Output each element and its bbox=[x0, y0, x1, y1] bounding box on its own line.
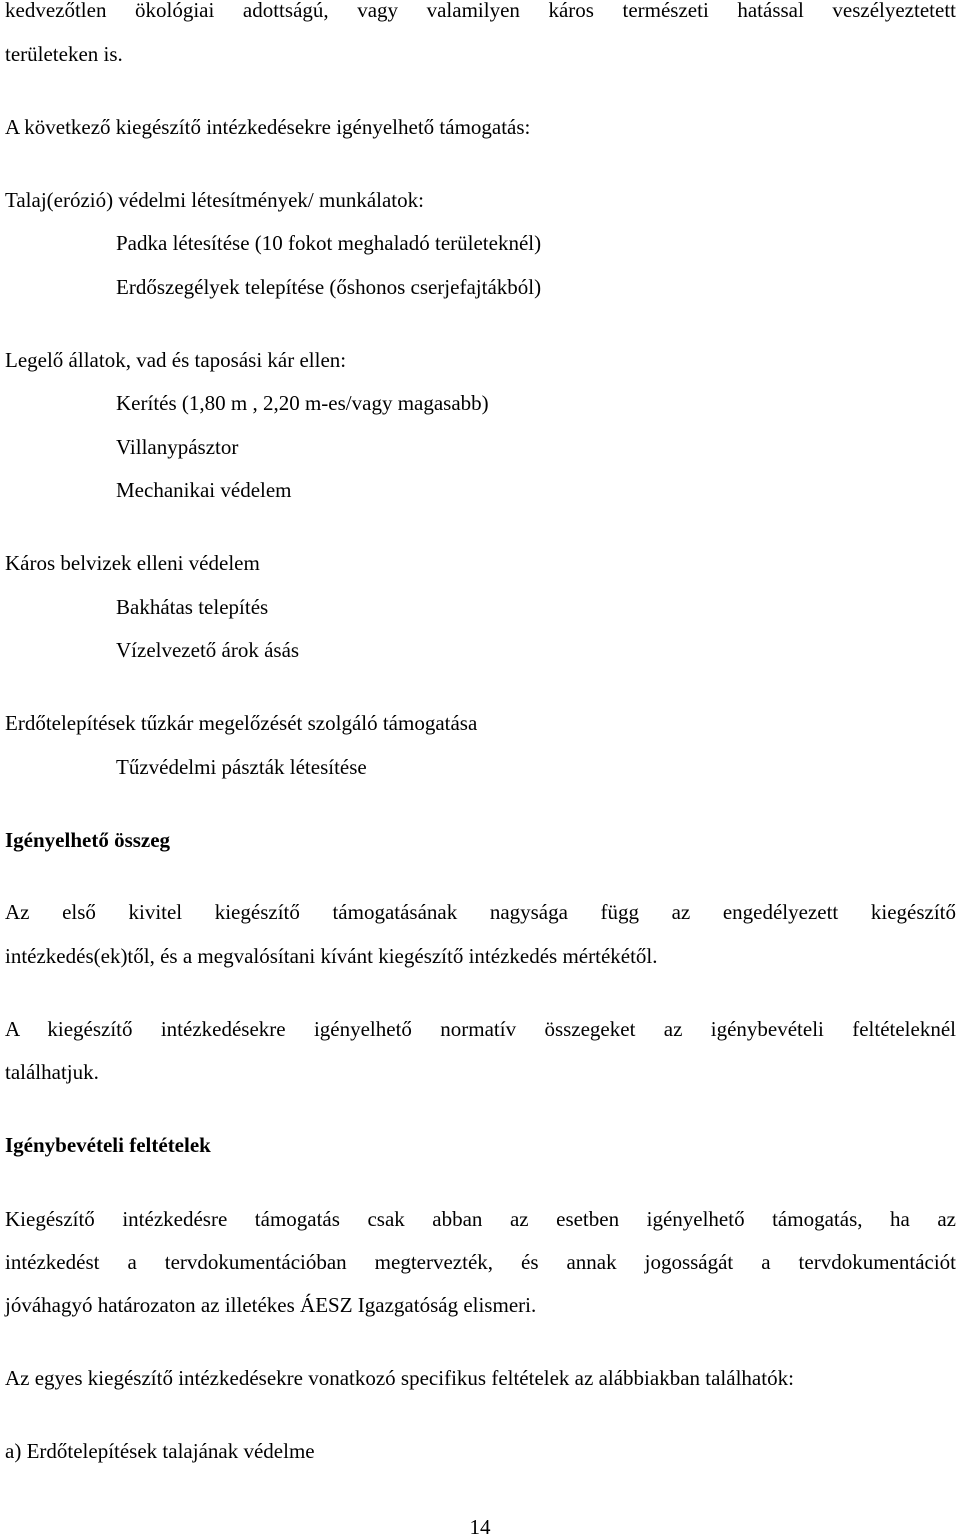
page-number: 14 bbox=[469, 1515, 491, 1539]
list-item: Bakhátas telepítés bbox=[116, 595, 269, 619]
list-item: Mechanikai védelem bbox=[116, 478, 292, 502]
list-item: Villanypásztor bbox=[116, 435, 239, 459]
group-heading: Káros belvizek elleni védelem bbox=[5, 551, 260, 575]
intro-text-line: területeken is. bbox=[5, 42, 123, 66]
group-heading: Talaj(erózió) védelmi létesítmények/ munkálatok: bbox=[5, 188, 424, 212]
list-item: Kerítés (1,80 m , 2,20 m-es/vagy magasabb) bbox=[116, 391, 489, 415]
list-item: Vízelvezető árok ásás bbox=[116, 638, 300, 662]
section-title: Igénybevételi feltételek bbox=[5, 1133, 211, 1157]
paragraph-line: jóváhagyó határozaton az illetékes ÁESZ Igazgatóság elismeri. bbox=[5, 1293, 537, 1317]
list-item: Tűzvédelmi pászták létesítése bbox=[116, 755, 367, 779]
paragraph-line: intézkedést a tervdokumentációban megtervezték, és annak jogosságát a tervdokumentációt bbox=[5, 1250, 956, 1274]
list-item: Padka létesítése (10 fokot meghaladó területeknél) bbox=[116, 231, 542, 255]
paragraph-line: intézkedés(ek)től, és a megvalósítani kívánt kiegészítő intézkedés mértékétől. bbox=[5, 944, 658, 968]
list-intro: A következő kiegészítő intézkedésekre igényelhető támogatás: bbox=[5, 115, 531, 139]
paragraph-line: Az egyes kiegészítő intézkedésekre vonatkozó specifikus feltételek az alábbiakban találhatók: bbox=[5, 1366, 794, 1390]
subsection-heading: a) Erdőtelepítések talajának védelme bbox=[5, 1439, 315, 1463]
intro-text-line: kedvezőtlen ökológiai adottságú, vagy valamilyen káros természeti hatással veszélyeztetett bbox=[5, 0, 956, 22]
section-title: Igényelhető összeg bbox=[5, 828, 171, 852]
paragraph-line: Kiegészítő intézkedésre támogatás csak abban az esetben igényelhető támogatás, ha az bbox=[5, 1207, 956, 1231]
paragraph-line: A kiegészítő intézkedésekre igényelhető normatív összegeket az igénybevételi feltételeknél bbox=[5, 1017, 956, 1041]
group-heading: Legelő állatok, vad és taposási kár ellen: bbox=[5, 348, 347, 372]
group-heading: Erdőtelepítések tűzkár megelőzését szolgáló támogatása bbox=[5, 711, 478, 735]
paragraph-line: találhatjuk. bbox=[5, 1060, 99, 1084]
paragraph-line: Az első kivitel kiegészítő támogatásának nagysága függ az engedélyezett kiegészítő bbox=[5, 900, 956, 924]
list-item: Erdőszegélyek telepítése (őshonos cserjefajtákból) bbox=[116, 275, 542, 299]
